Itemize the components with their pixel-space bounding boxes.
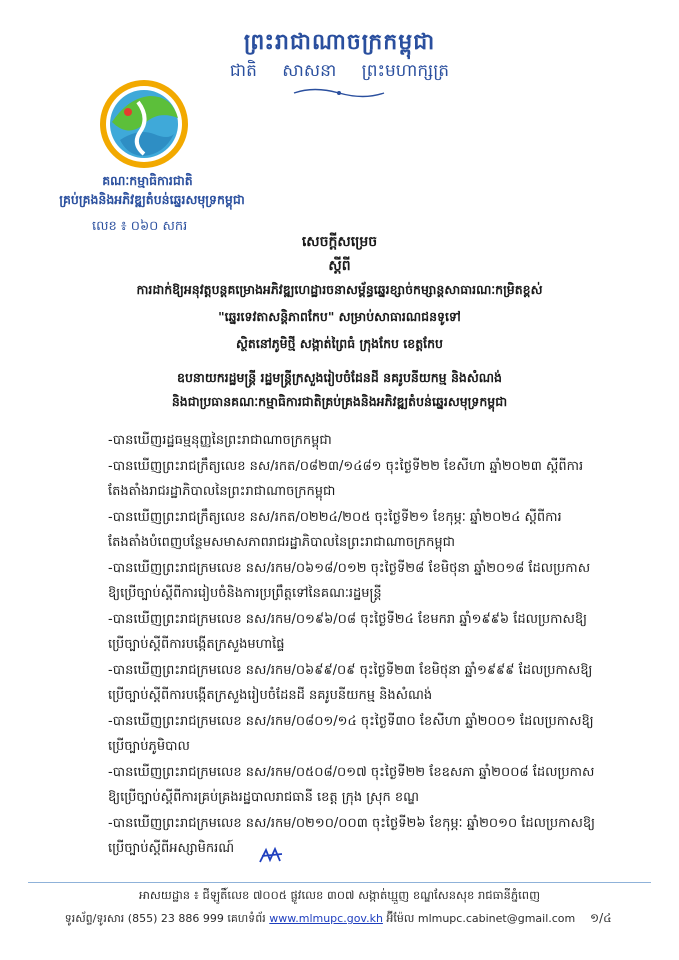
ornament-divider [289, 88, 389, 98]
list-item: ឱ្យប្រើច្បាប់ស្តីពីការគ្រប់គ្រងរដ្ឋបាលរាជធានី ខេត្ត ក្រុង ស្រុក ខណ្ឌ [108, 790, 419, 805]
motto-king: ព្រះមហាក្សត្រ [361, 61, 450, 81]
list-item: -បានឃើញព្រះរាជក្រឹត្យលេខ នស/រកត/០២២៤/២០៥ ចុះថ្ងៃទី២១ ខែកុម្ភៈ ឆ្នាំ២០២៤ ស្តីពីការ [108, 509, 562, 525]
list-item: -បានឃើញព្រះរាជក្រមលេខ នស/រកម/០៦៩៩/០៩ ចុះថ្ងៃទី២៣ ខែមិថុនា ឆ្នាំ១៩៩៩ ដែលប្រកាសឱ្យ [108, 662, 593, 678]
committee-logo [98, 78, 190, 170]
footer-email: អ៊ីម៉ែល mlmupc.cabinet@gmail.com [386, 912, 576, 925]
motto-religion: សាសនា [282, 61, 337, 81]
footer-contacts [40, 912, 600, 928]
list-item: -បានឃើញព្រះរាជក្រមលេខ នស/រកម/០៦១៨/០១២ ចុះថ្ងៃទី២៨ ខែមិថុនា ឆ្នាំ២០១៨ ដែលប្រកាស [108, 560, 591, 576]
legal-references-list [108, 428, 628, 862]
initials-mark [258, 846, 284, 866]
kingdom-title: ព្រះរាជាណាចក្រកម្ពុជា [243, 30, 436, 55]
org-name-line2: គ្រប់គ្រងនិងអភិវឌ្ឍតំបន់ឆ្នេរសមុទ្រកម្ពុជា [59, 192, 245, 207]
list-item: ប្រើច្បាប់ស្តីពីការបង្កើតក្រសួងមហាផ្ទៃ [108, 637, 285, 652]
decision-title: សេចក្តីសម្រេច [301, 234, 378, 250]
decision-subject-line2: "ឆ្នេរទេវតាសន្តិភាពកែប" សម្រាប់សាធារណជនទូទៅ [218, 309, 461, 324]
footer-address: អាសយដ្ឋាន ៖ ជីឡូតិ៍លេខ ៧០០៥ ផ្លូវលេខ ៣០៧ សង្កាត់ឃ្មួញ ខណ្ឌសែនសុខ រាជធានីភ្នំពេញ [138, 888, 541, 902]
org-name-line1: គណៈកម្មាធិការជាតិ [102, 173, 193, 188]
list-item: តែងតាំងបំពេញបន្ថែមសមាសភាពរាជរដ្ឋាភិបាលនៃព្រះរាជាណាចក្រកម្ពុជា [108, 535, 456, 550]
decision-about: ស្តីពី [328, 258, 351, 274]
list-item: -បានឃើញព្រះរាជក្រមលេខ នស/រកម/០១៩៦/០៨ ចុះថ្ងៃទី២៤ ខែមករា ឆ្នាំ១៩៩៦ ដែលប្រកាសឱ្យ [108, 611, 587, 627]
list-item: ប្រើច្បាប់ភូមិបាល [108, 739, 190, 754]
list-item: -បានឃើញព្រះរាជក្រមលេខ នស/រកម/០២១០/០០៣ ចុះថ្ងៃទី២៦ ខែកុម្ភៈ ឆ្នាំ២០១០ ដែលប្រកាសឱ្យ [108, 815, 596, 831]
list-item: ប្រើច្បាប់ស្តីពីការបង្កើតក្រសួងរៀបចំដែនដី នគរូបនីយកម្ម និងសំណង់ [108, 688, 433, 703]
decision-subject-line3: ស្ថិតនៅភូមិថ្មី សង្កាត់ព្រៃធំ ក្រុងកែប ខេត្តកែប [236, 336, 443, 351]
list-item: -បានឃើញរដ្ឋធម្មនុញ្ញនៃព្រះរាជាណាចក្រកម្ពុជា [108, 433, 332, 448]
list-item: ប្រើច្បាប់ស្តីពីអស្សាមិករណ៍ [108, 841, 235, 856]
list-item: តែងតាំងរាជរដ្ឋាភិបាលនៃព្រះរាជាណាចក្រកម្ពុជា [108, 484, 336, 499]
motto-nation: ជាតិ [229, 61, 257, 81]
authority-line1: ឧបនាយករដ្ឋមន្ត្រី រដ្ឋមន្ត្រីក្រសួងរៀបចំដែនដី នគរូបនីយកម្ម និងសំណង់ [177, 370, 502, 385]
footer-phone: ទូរស័ព្ទ/ទូរសារ (855) 23 886 999 គេហទំព័រ [64, 912, 266, 925]
footer-divider [28, 882, 651, 883]
list-item: ឱ្យប្រើច្បាប់ស្តីពីការរៀបចំនិងការប្រព្រឹត្តទៅនៃគណៈរដ្ឋមន្ត្រី [108, 586, 382, 601]
list-item: -បានឃើញព្រះរាជក្រឹត្យលេខ នស/រកត/០៨២៣/១៤៨១ ចុះថ្ងៃទី២២ ខែសីហា ឆ្នាំ២០២៣ ស្តីពីការ [108, 458, 584, 474]
list-item: -បានឃើញព្រះរាជក្រមលេខ នស/រកម/០៨០១/១៤ ចុះថ្ងៃទី៣០ ខែសីហា ឆ្នាំ២០០១ ដែលប្រកាសឱ្យ [108, 713, 594, 729]
authority-line2: និងជាប្រធានគណៈកម្មាធិការជាតិគ្រប់គ្រងនិងអភិវឌ្ឍតំបន់ឆ្នេរសមុទ្រកម្ពុជា [171, 394, 508, 409]
page-number: ១/៤ [590, 911, 612, 925]
reference-number: លេខ ៖ ០៦០ សករ [92, 219, 188, 234]
list-item: -បានឃើញព្រះរាជក្រមលេខ នស/រកម/០៥០៨/០១៧ ចុះថ្ងៃទី២២ ខែឧសភា ឆ្នាំ២០០៨ ដែលប្រកាស [108, 764, 595, 780]
decision-subject-line1: ការដាក់ឱ្យអនុវត្តបន្តគម្រោងអភិវឌ្ឍហេដ្ឋារចនាសម្ព័ន្ធឆ្នេរខ្សាច់កម្សាន្តសាធារណៈកម្រិតខ្ពស់ [136, 282, 543, 297]
website-link[interactable]: www.mlmupc.gov.kh [269, 912, 383, 925]
